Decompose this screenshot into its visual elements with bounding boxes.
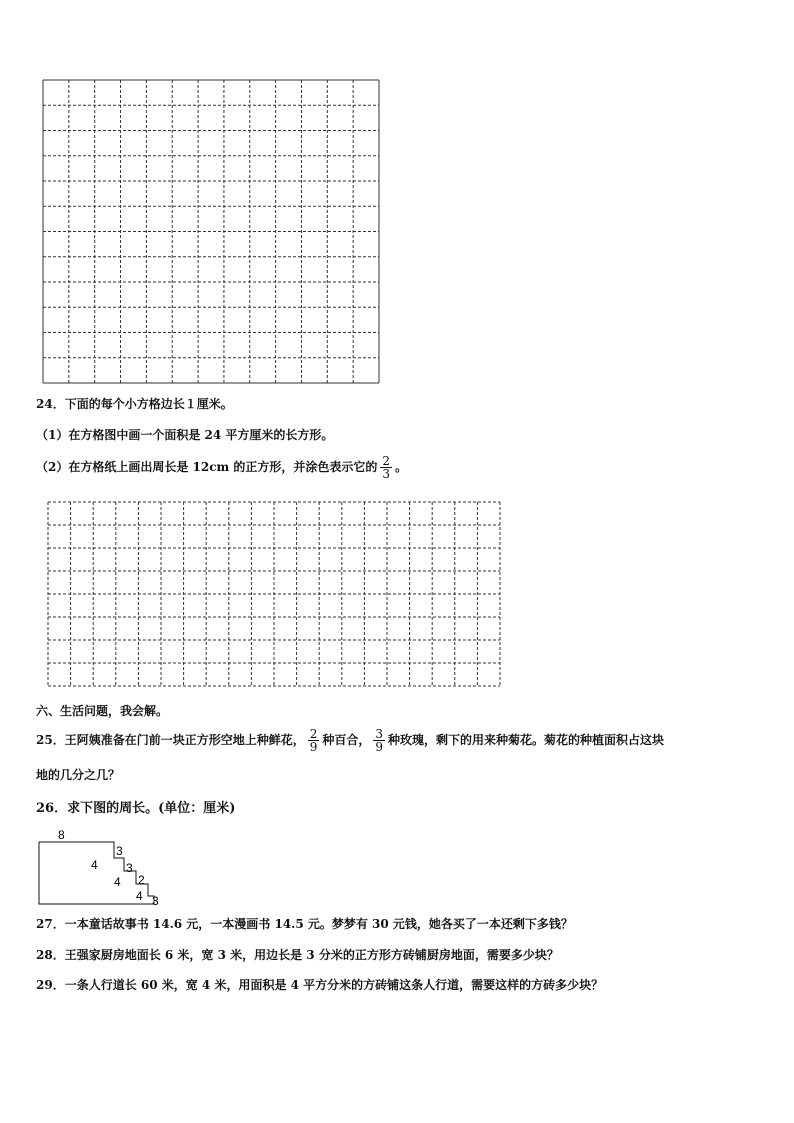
q24-part1: （1）在方格图中画一个面积是 24 平方厘米的长方形。 bbox=[36, 428, 334, 442]
q24-part2-prefix: （2）在方格纸上画出周长是 12cm 的正方形，并涂色表示它的 bbox=[36, 460, 378, 474]
fraction-denominator: 3 bbox=[382, 467, 391, 481]
fraction-two-thirds bbox=[380, 455, 392, 480]
fraction-numerator: 2 bbox=[309, 727, 318, 741]
label-4-a: 4 bbox=[91, 858, 98, 872]
q29-text: 29．一条人行道长 60 米，宽 4 米，用面积是 4 平方分米的方砖铺这条人行道，需要这样的方砖多少块？ bbox=[36, 978, 604, 992]
q25-line2: 地的几分之几？ bbox=[36, 768, 121, 782]
q25-text-a: 25．王阿姨准备在门前一块正方形空地上种鲜花， bbox=[36, 733, 305, 747]
fraction-denominator: 9 bbox=[309, 740, 318, 754]
q28-text: 28．王强家厨房地面长 6 米，宽 3 米，用边长是 3 分米的正方形方砖铺厨房地面，需要多少块？ bbox=[36, 948, 559, 962]
label-8: 8 bbox=[58, 828, 65, 842]
label-3-a: 3 bbox=[116, 844, 123, 858]
fraction-three-ninths bbox=[373, 728, 385, 753]
square-grid-2 bbox=[47, 501, 501, 687]
label-4-c: 4 bbox=[136, 889, 143, 903]
label-2: 2 bbox=[138, 873, 145, 887]
q25-text-b: 种百合， bbox=[322, 733, 371, 747]
q25-text-c: 种玫瑰，剩下的用来种菊花。菊花的种植面积占这块 bbox=[388, 733, 665, 747]
label-3-b: 3 bbox=[126, 861, 133, 875]
q24-part2 bbox=[36, 455, 407, 480]
square-grid-1 bbox=[42, 79, 380, 384]
label-3-c: 3 bbox=[152, 894, 159, 906]
fraction-denominator: 9 bbox=[375, 740, 383, 754]
q24-title: 24．下面的每个小方格边长１厘米。 bbox=[36, 397, 233, 411]
fraction-numerator: 2 bbox=[382, 454, 391, 468]
q26-title: 26．求下图的周长。(单位：厘米) bbox=[36, 801, 236, 816]
fraction-two-ninths bbox=[308, 728, 320, 753]
q24-part2-suffix: 。 bbox=[395, 460, 408, 474]
label-4-b: 4 bbox=[114, 875, 121, 889]
grid-1-lines bbox=[43, 80, 379, 383]
fraction-numerator: 3 bbox=[375, 727, 383, 741]
section-6-heading: 六、生活问题，我会解。 bbox=[36, 704, 169, 718]
q27-text: 27．一本童话故事书 14.6 元，一本漫画书 14.5 元。梦梦有 30 元钱，她各买了一本还剩下多钱？ bbox=[36, 917, 573, 931]
staircase-figure bbox=[36, 826, 166, 906]
grid-2-lines bbox=[48, 502, 500, 686]
q25-line1 bbox=[36, 727, 664, 753]
